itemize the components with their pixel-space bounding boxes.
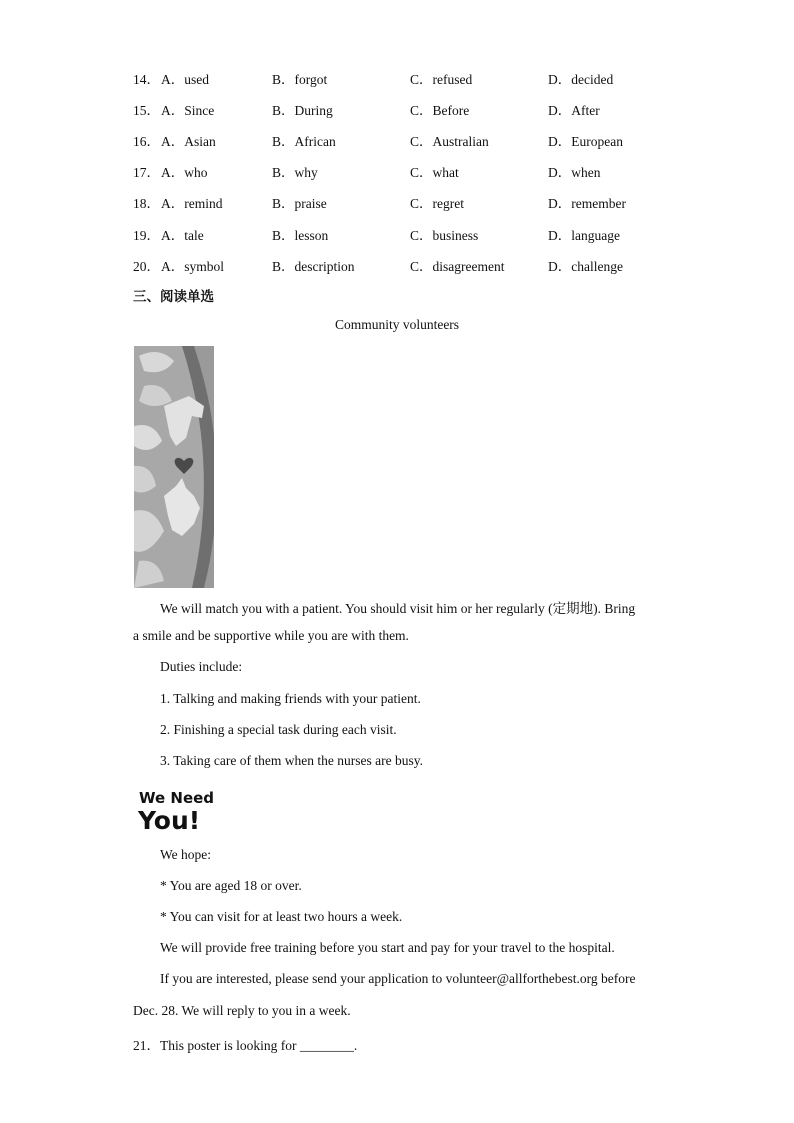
duties-heading: Duties include:: [160, 659, 243, 674]
question-21: 21．This poster is looking for ________.: [133, 1038, 358, 1053]
option-d: D．European: [548, 134, 623, 149]
question-number: 19．: [133, 228, 160, 243]
option-c: C．disagreement: [410, 259, 505, 274]
option-a: A．remind: [161, 196, 223, 211]
option-d: D．After: [548, 103, 600, 118]
option-b: B．lesson: [272, 228, 329, 243]
question-number: 16．: [133, 134, 160, 149]
option-d: D．decided: [548, 72, 614, 87]
question-number: 14．: [133, 72, 160, 87]
option-a: A．symbol: [161, 259, 225, 274]
question-number: 15．: [133, 103, 160, 118]
question-14: [133, 68, 693, 88]
duty-item-2: 2. Finishing a special task during each visit.: [160, 722, 397, 737]
option-a: A．who: [161, 165, 208, 180]
option-d: D．language: [548, 228, 620, 243]
question-number: 18．: [133, 196, 160, 211]
option-c: C．refused: [410, 72, 473, 87]
logo-line-1: We Need: [139, 789, 215, 807]
provide-line: We will provide free training before you start and pay for your travel to the hospital.: [160, 940, 615, 955]
option-b: B．description: [272, 259, 355, 274]
option-b: B．forgot: [272, 72, 328, 87]
option-b: B．African: [272, 134, 336, 149]
option-d: D．when: [548, 165, 601, 180]
question-17: [133, 161, 693, 181]
option-b: B．praise: [272, 196, 327, 211]
hands-heart-illustration: [134, 346, 214, 588]
apply-line-2: Dec. 28. We will reply to you in a week.: [133, 1003, 351, 1018]
option-d: D．remember: [548, 196, 626, 211]
duty-item-1: 1. Talking and making friends with your patient.: [160, 691, 421, 706]
section-title: 三、阅读单选: [133, 289, 214, 305]
option-c: C．regret: [410, 196, 464, 211]
question-number: 17．: [133, 165, 160, 180]
option-c: C．Australian: [410, 134, 489, 149]
question-16: [133, 130, 693, 150]
option-a: A．tale: [161, 228, 204, 243]
hope-item-2: * You can visit for at least two hours a week.: [160, 909, 403, 924]
we-need-you-logo: [137, 787, 227, 833]
option-c: C．business: [410, 228, 479, 243]
question-20: [133, 255, 693, 275]
option-a: A．Since: [161, 103, 215, 118]
option-a: A．used: [161, 72, 209, 87]
question-number: 20．: [133, 259, 160, 274]
question-18: [133, 192, 693, 212]
question-15: [133, 99, 693, 119]
option-a: A．Asian: [161, 134, 216, 149]
option-d: D．challenge: [548, 259, 623, 274]
option-b: B．why: [272, 165, 318, 180]
paragraph-1-line-1: We will match you with a patient. You should visit him or her regularly (定期地). Bring: [160, 601, 636, 616]
apply-line-1: If you are interested, please send your application to volunteer@allforthebest.org before: [160, 971, 636, 986]
logo-line-2: You!: [138, 806, 201, 833]
question-19: [133, 224, 693, 244]
hope-item-1: * You are aged 18 or over.: [160, 878, 302, 893]
duty-item-3: 3. Taking care of them when the nurses are busy.: [160, 753, 423, 768]
option-b: B．During: [272, 103, 333, 118]
option-c: C．Before: [410, 103, 470, 118]
paragraph-1-line-2: a smile and be supportive while you are with them.: [133, 628, 409, 643]
passage-title: Community volunteers: [334, 317, 460, 332]
option-c: C．what: [410, 165, 459, 180]
hope-heading: We hope:: [160, 847, 212, 862]
